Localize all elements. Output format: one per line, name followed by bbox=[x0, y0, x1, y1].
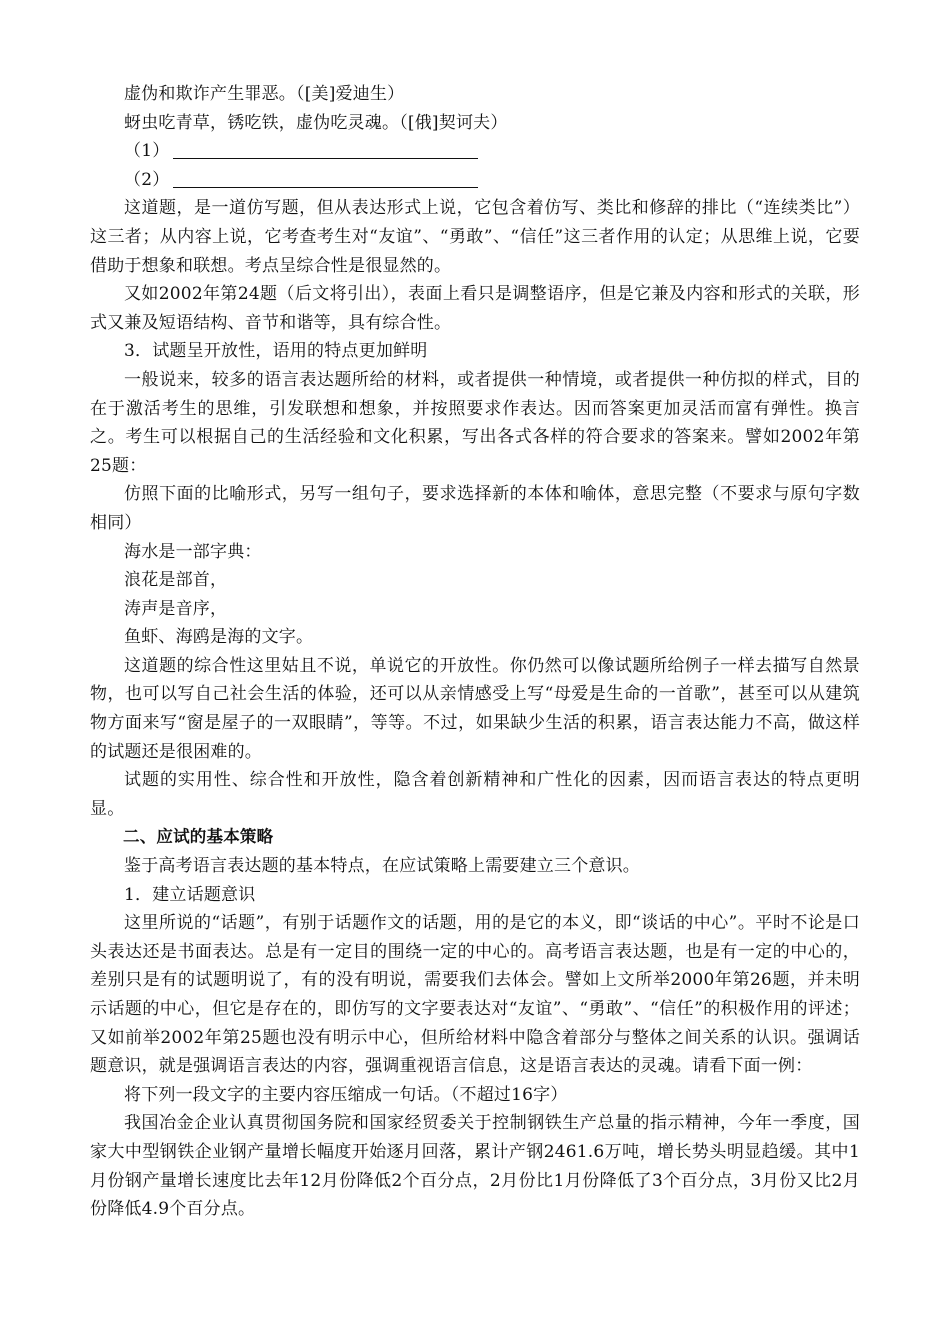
example-line: 鱼虾、海鸥是海的文字。 bbox=[124, 627, 314, 648]
blank-label: （2） bbox=[124, 169, 170, 190]
example-line: 涛声是音序， bbox=[124, 598, 228, 619]
quote-line: 蚜虫吃青草，锈吃铁，虚伪吃灵魂。（[俄]契诃夫） bbox=[124, 112, 508, 133]
body-paragraph: 又如2002年第24题（后文将引出），表面上看只是调整语序，但是它兼及内容和形式的关联，形式又兼及短语结构、音节和谐等，具有综合性。 bbox=[90, 284, 860, 333]
body-paragraph: 这道题的综合性这里姑且不说，单说它的开放性。你仍然可以像试题所给例子一样去描写自然景物，也可以写自己社会生活的体验，还可以从亲情感受上写“母爱是生命的一首歌”，甚至可以从建筑物方面来写“窗是屋子的一双眼睛”，等等。不过，如果缺少生活的积累，语言表达能力不高，做这样的试题还是很困难的。 bbox=[90, 655, 860, 762]
answer-blank-1 bbox=[90, 137, 860, 166]
body-paragraph: 我国冶金企业认真贯彻国务院和国家经贸委关于控制钢铁生产总量的指示精神，今年一季度，国家大中型钢铁企业钢产量增长幅度开始逐月回落，累计产钢2461.6万吨，增长势头明显趋缓。其中1月份钢产量增长速度比去年12月份降低2个百分点，2月份比1月份降低了3个百分点，3月份又比2月份降低4.9个百分点。 bbox=[90, 1113, 860, 1220]
answer-blank-2 bbox=[90, 166, 860, 195]
subsection-title: 1．建立话题意识 bbox=[124, 884, 256, 905]
blank-label: （1） bbox=[124, 141, 170, 162]
quote-line: 虚伪和欺诈产生罪恶。（[美]爱迪生） bbox=[124, 84, 405, 104]
section-heading: 二、应试的基本策略 bbox=[123, 827, 274, 847]
body-paragraph: 鉴于高考语言表达题的基本特点，在应试策略上需要建立三个意识。 bbox=[124, 856, 640, 877]
example-line: 浪花是部首， bbox=[124, 570, 228, 591]
body-paragraph: 试题的实用性、综合性和开放性，隐含着创新精神和广性化的因素，因而语言表达的特点更明显。 bbox=[90, 770, 860, 819]
body-paragraph: 这道题，是一道仿写题，但从表达形式上说，它包含着仿写、类比和修辞的排比（“连续类比”）这三者；从内容上说，它考查考生对“友谊”、“勇敢”、“信任”这三者作用的认定；从思维上说，它要借助于想象和联想。考点呈综合性是很显然的。 bbox=[90, 198, 860, 276]
question-prompt: 仿照下面的比喻形式，另写一组句子，要求选择新的本体和喻体，意思完整（不要求与原句字数相同） bbox=[90, 484, 860, 533]
question-prompt: 将下列一段文字的主要内容压缩成一句话。（不超过16字） bbox=[124, 1084, 568, 1105]
subsection-title: 3．试题呈开放性，语用的特点更加鲜明 bbox=[124, 341, 428, 362]
answer-underline bbox=[173, 140, 478, 159]
example-line: 海水是一部字典： bbox=[124, 541, 262, 562]
body-paragraph: 一般说来，较多的语言表达题所给的材料，或者提供一种情境，或者提供一种仿拟的样式，目的在于激活考生的思维，引发联想和想象，并按照要求作表达。因而答案更加灵活而富有弹性。换言之。考生可以根据自己的生活经验和文化积累，写出各式各样的符合要求的答案来。譬如2002年第25题： bbox=[90, 369, 860, 476]
body-paragraph: 这里所说的“话题”，有别于话题作文的话题，用的是它的本义，即“谈话的中心”。平时不论是口头表达还是书面表达。总是有一定目的围绕一定的中心的。高考语言表达题，也是有一定的中心的，差别只是有的试题明说了，有的没有明说，需要我们去体会。譬如上文所举2000年第26题，并未明示话题的中心，但它是存在的，即仿写的文字要表达对“友谊”、“勇敢”、“信任”的积极作用的评述；又如前举2002年第25题也没有明示中心，但所给材料中隐含着部分与整体之间关系的认识。强调话题意识，就是强调语言表达的内容，强调重视语言信息，这是语言表达的灵魂。请看下面一例： bbox=[90, 913, 860, 1077]
document-page bbox=[90, 80, 860, 1224]
answer-underline bbox=[173, 169, 478, 188]
